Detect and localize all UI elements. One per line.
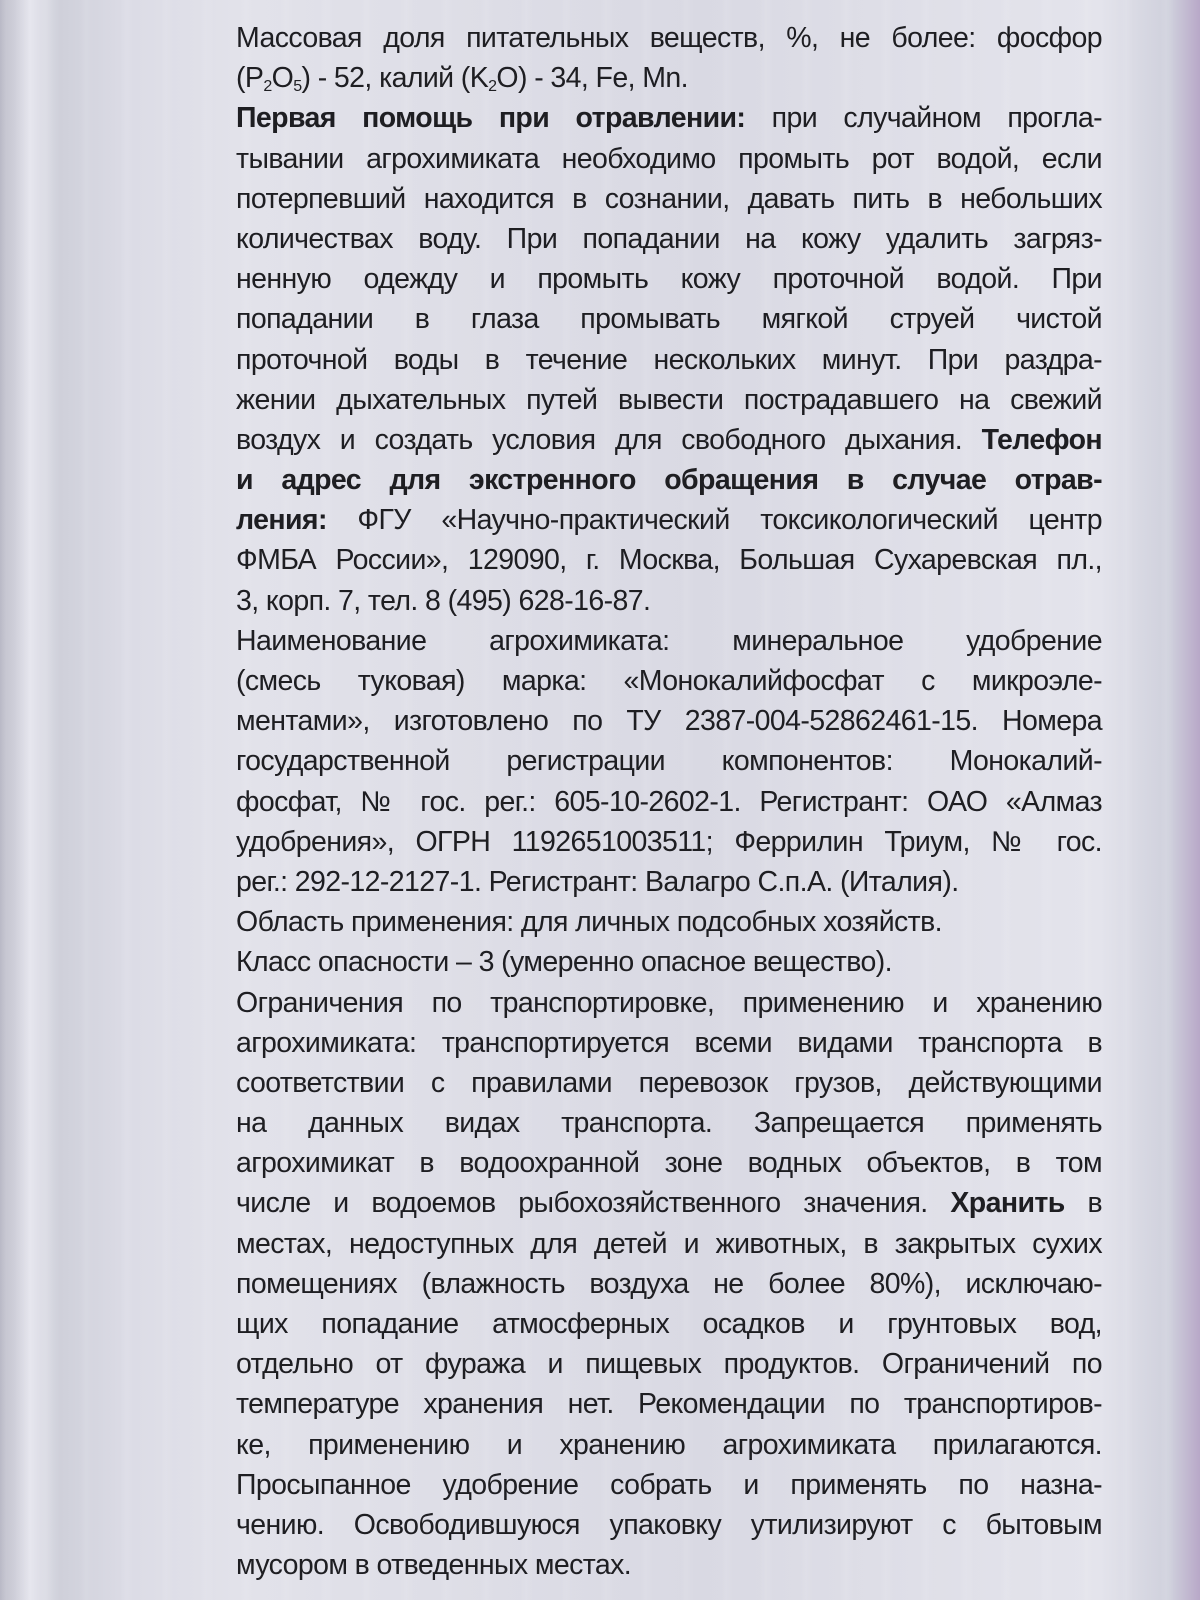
text-line [236,1384,1102,1424]
text-line [236,902,1102,942]
text-segment: (P [236,62,264,95]
text-segment: в [1064,1187,1102,1220]
text-segment: агрохимикат в водоохранной зоне водных объектов, в том [236,1147,1102,1180]
text-segment: рег.: 292-12-2127-1. Регистрант: Валагро С.п.А. (Италия). [236,865,959,898]
text-segment: O) - 34, Fe, Mn. [496,62,688,95]
text-line [236,1304,1102,1344]
text-segment: при случайном прогла- [745,102,1102,135]
text-segment: помещениях (влажность воздуха не более 80%), исключаю- [236,1267,1102,1300]
text-line [236,500,1102,540]
text-line [236,822,1102,862]
text-segment: Просыпанное удобрение собрать и применять по назна- [236,1468,1102,1501]
text-line [236,1224,1102,1264]
text-line [236,219,1102,259]
text-line [236,741,1102,781]
text-segment: ке, применению и хранению агрохимиката прилагаются. [236,1428,1102,1461]
text-line [236,259,1102,299]
text-line [236,540,1102,580]
text-segment: потерпевший находится в сознании, давать пить в небольших [236,182,1102,215]
text-segment: фосфат, № гос. рег.: 605-10-2602-1. Регистрант: ОАО «Алмаз [236,785,1102,818]
text-line [236,420,1102,460]
text-line [236,18,1102,58]
text-line [236,1505,1102,1545]
bold-text-segment: Первая помощь при отравлении: [236,102,746,135]
bold-text-segment: и адрес для экстренного обращения в случае отрав- [236,464,1102,497]
text-segment: Наименование агрохимиката: минеральное удобрение [236,624,1102,657]
text-segment: 3, корп. 7, тел. 8 (495) 628-16-87. [236,584,651,617]
text-segment: удобрения», ОГРН 1192651003511; Феррилин Триум, № гос. [236,825,1102,858]
text-line [236,1264,1102,1304]
text-line [236,581,1102,621]
text-line [236,98,1102,138]
text-line [236,701,1102,741]
text-line [236,862,1102,902]
text-segment: ненную одежду и промыть кожу проточной водой. При [236,263,1102,296]
text-segment: ФМБА России», 129090, г. Москва, Большая Сухаревская пл., [236,544,1102,577]
text-segment: соответствии с правилами перевозок грузов, действующими [236,1066,1102,1099]
text-segment: попадании в глаза промывать мягкой струей чистой [236,303,1102,336]
text-segment: на данных видах транспорта. Запрещается применять [236,1107,1102,1140]
text-segment: проточной воды в течение нескольких минут. При раздра- [236,343,1102,376]
text-segment: жении дыхательных путей вывести пострадавшего на свежий [236,383,1102,416]
text-line [236,299,1102,339]
bold-text-segment: Телефон [981,423,1102,456]
text-line [236,1425,1102,1465]
text-segment: воздух и создать условия для свободного дыхания. [236,423,982,456]
subscript: 2 [488,78,497,96]
text-line [236,782,1102,822]
text-line [236,1183,1102,1223]
text-segment: Массовая доля питательных веществ, %, не более: фосфор [236,22,1102,54]
text-line [236,139,1102,179]
text-line [236,58,1102,98]
text-line [236,942,1102,982]
text-line [236,1103,1102,1143]
text-line [236,1063,1102,1103]
label-text-block [236,18,1102,1585]
text-line [236,1143,1102,1183]
text-segment: ) - 52, калий (K [301,62,489,95]
text-segment: O [271,62,294,95]
text-segment: ментами», изготовлено по ТУ 2387-004-52862461-15. Номера [236,705,1102,738]
text-line [236,1465,1102,1505]
text-segment: Область применения: для личных подсобных хозяйств. [236,906,942,939]
text-line [236,983,1102,1023]
subscript: 5 [293,78,302,96]
text-line [236,1023,1102,1063]
text-segment: Класс опасности – 3 (умеренно опасное вещество). [236,946,892,979]
text-line [236,380,1102,420]
text-segment: количествах воду. При попадании на кожу удалить загряз- [236,222,1102,255]
text-segment: щих попадание атмосферных осадков и грунтовых вод, [236,1308,1102,1340]
bold-text-segment: Хранить [950,1187,1065,1220]
text-segment: (смесь туковая) марка: «Монокалийфосфат с микроэле- [236,665,1102,697]
text-segment: отдельно от фуража и пищевых продуктов. Ограничений по [236,1348,1102,1381]
text-line [236,661,1102,701]
text-line [236,340,1102,380]
text-line [236,621,1102,661]
text-segment: тывании агрохимиката необходимо промыть рот водой, если [236,142,1102,175]
text-segment: местах, недоступных для детей и животных, в закрытых сухих [236,1227,1102,1260]
text-line [236,460,1102,500]
subscript: 2 [263,78,272,96]
text-line [236,179,1102,219]
text-segment: агрохимиката: транспортируется всеми видами транспорта в [236,1026,1102,1059]
text-segment: чению. Освободившуюся упаковку утилизируют с бытовым [236,1508,1102,1541]
text-segment: мусором в отведенных местах. [236,1549,632,1582]
bold-text-segment: ления: [236,504,327,537]
text-line [236,1545,1102,1585]
text-segment: температуре хранения нет. Рекомендации по транспортиров- [236,1388,1102,1421]
text-segment: государственной регистрации компонентов: Монокалий- [236,745,1102,778]
text-line [236,1344,1102,1384]
text-segment: Ограничения по транспортировке, применению и хранению [236,986,1102,1019]
text-segment: числе и водоемов рыбохозяйственного значения. [236,1187,951,1220]
text-segment: ФГУ «Научно-практический токсикологический центр [326,504,1102,537]
